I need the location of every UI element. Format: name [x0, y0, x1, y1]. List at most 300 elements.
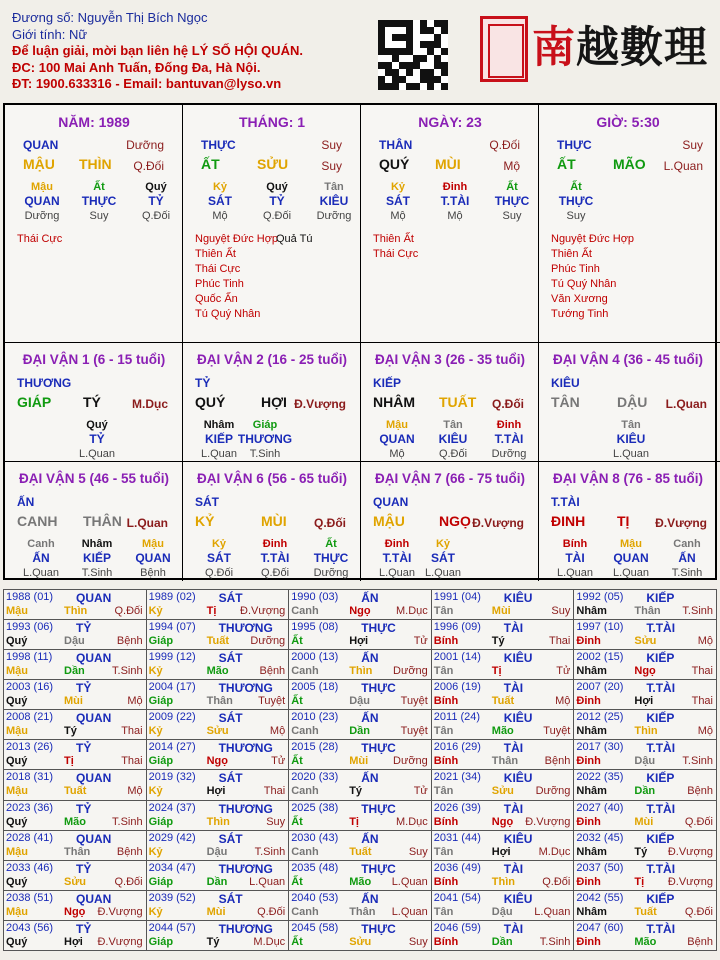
- hidden-stage: T.Sinh: [249, 448, 281, 460]
- earthly-branch: HỢI: [261, 394, 287, 410]
- year-label: 2032 (45): [576, 831, 624, 844]
- year-label: 2030 (43): [291, 831, 339, 844]
- hidden-stem: Đinh: [384, 538, 410, 550]
- year-branch: Thìn: [491, 875, 515, 888]
- year-god: THỰC: [361, 861, 396, 876]
- year-branch: Dậu: [491, 905, 513, 918]
- hidden-stage: L.Quan: [22, 567, 60, 579]
- year-god: T.TÀI: [646, 861, 676, 876]
- year-stage: Mộ: [269, 725, 286, 738]
- decade-stage: Đ.Vượng: [294, 397, 346, 411]
- hidden-stage: L.Quan: [612, 448, 650, 460]
- gender-value: Nữ: [68, 26, 88, 42]
- year-label: 2006 (19): [433, 681, 481, 694]
- year-stem: Canh: [291, 605, 319, 617]
- heavenly-stem: TÂN: [551, 394, 580, 410]
- year-label: 2014 (27): [148, 741, 196, 754]
- year-god: KIÊU: [503, 711, 533, 726]
- decade-title: ĐẠI VẬN 3 (26 - 35 tuổi): [374, 352, 526, 367]
- annual-luck-cell: [146, 680, 289, 710]
- year-god: ẤN: [361, 711, 379, 726]
- brand-logo: [480, 12, 708, 84]
- hidden-stem: Ất: [570, 181, 582, 193]
- earthly-branch: TỊ: [617, 513, 630, 529]
- year-stage: Đ.Vượng: [97, 905, 143, 918]
- annual-luck-cell: [431, 770, 574, 800]
- year-label: 2020 (33): [291, 771, 339, 784]
- year-god: ẤN: [361, 591, 379, 605]
- hidden-stem: Kỷ: [211, 538, 227, 550]
- year-god: T.TÀI: [646, 921, 676, 936]
- annual-luck-cell: [431, 710, 574, 740]
- year-branch: Ngọ: [491, 815, 514, 828]
- earthly-branch: NGỌ: [439, 513, 471, 529]
- year-branch: Thân: [634, 605, 661, 617]
- hidden-stage: Q.Đối: [141, 210, 171, 222]
- hidden-stage: L.Quan: [200, 448, 238, 460]
- year-label: 1990 (03): [291, 591, 339, 603]
- year-stage: Đ.Vượng: [240, 605, 286, 617]
- year-stage: Mộ: [127, 695, 143, 708]
- year-label: 1996 (09): [433, 621, 481, 634]
- year-stage: Thai: [121, 725, 143, 738]
- year-god: KIẾP: [646, 711, 675, 726]
- hidden-god: T.TÀI: [494, 432, 524, 446]
- annual-luck-cell: [4, 830, 147, 860]
- year-branch: Hợi: [206, 785, 226, 798]
- year-stem: Mậu: [6, 845, 28, 858]
- year-god: TÀI: [503, 621, 524, 636]
- decade-title: ĐẠI VẬN 6 (56 - 65 tuổi): [196, 471, 348, 486]
- decade-god: SÁT: [195, 495, 219, 509]
- annual-luck-cell: [431, 890, 574, 920]
- pillar-stage: Dưỡng: [126, 138, 164, 152]
- year-label: 2011 (24): [433, 711, 481, 724]
- annual-luck-cell: [289, 800, 432, 830]
- year-label: 1988 (01): [6, 591, 54, 603]
- annual-luck-cell: [289, 860, 432, 890]
- year-stem: Giáp: [148, 755, 174, 768]
- decade-stage: Đ.Vượng: [655, 516, 707, 530]
- year-label: 2019 (32): [148, 771, 196, 784]
- hidden-god: THƯƠNG: [237, 432, 293, 446]
- year-stem: Canh: [291, 785, 319, 798]
- year-stage: Đ.Vượng: [667, 875, 713, 888]
- heavenly-stem: MẬU: [373, 513, 405, 529]
- hidden-stage: Suy: [89, 210, 109, 222]
- pillar-god: THỰC: [557, 138, 592, 152]
- year-stem: Canh: [291, 905, 319, 918]
- hidden-god: TỶ: [89, 432, 105, 446]
- year-label: 2037 (50): [576, 861, 624, 874]
- address-line: ĐC: 100 Mai Anh Tuấn, Đống Đa, Hà Nội.: [12, 59, 261, 75]
- year-god: T.TÀI: [646, 621, 676, 636]
- year-stage: M.Dục: [396, 815, 428, 828]
- hidden-stage: T.Sinh: [81, 567, 113, 579]
- decade-luck-cell: [183, 343, 361, 462]
- year-stage: Suy: [266, 815, 286, 828]
- year-label: 2038 (51): [6, 891, 54, 904]
- year-stage: T.Sinh: [112, 665, 143, 678]
- hidden-stem: Ất: [325, 538, 337, 550]
- year-branch: Thìn: [634, 725, 658, 738]
- year-label: 2042 (55): [576, 891, 624, 904]
- hidden-stage: Mộ: [212, 210, 228, 222]
- hidden-stem: Quý: [145, 181, 167, 193]
- year-stage: Tuyệt: [258, 695, 286, 708]
- year-god: SÁT: [218, 891, 243, 906]
- hidden-stem: Kỷ: [212, 181, 228, 193]
- decade-god: KIÊU: [551, 376, 580, 390]
- hidden-god: THỰC: [313, 551, 349, 565]
- year-stem: Kỷ: [148, 845, 163, 858]
- year-god: SÁT: [218, 591, 243, 605]
- year-stem: Canh: [291, 725, 319, 738]
- year-stage: Q.Đối: [114, 605, 143, 617]
- year-stem: Nhâm: [576, 845, 607, 858]
- hidden-stage: Dưỡng: [313, 567, 349, 579]
- annual-luck-cell: [574, 710, 717, 740]
- year-stem: Bính: [433, 815, 459, 828]
- decade-luck-cell: [183, 462, 361, 581]
- year-branch: Tý: [206, 935, 220, 948]
- earthly-branch: SỬU: [257, 156, 289, 172]
- year-stage: Mộ: [697, 635, 713, 648]
- year-label: 1998 (11): [6, 651, 53, 664]
- earthly-branch: MÙI: [261, 513, 287, 529]
- annual-luck-cell: [574, 650, 717, 680]
- hidden-stage: Dưỡng: [24, 210, 60, 222]
- decade-stage: Đ.Vượng: [472, 516, 524, 530]
- hidden-god: TỶ: [269, 194, 285, 208]
- decade-stage: L.Quan: [665, 397, 707, 411]
- hidden-stem: Mậu: [142, 538, 164, 550]
- year-branch: Mùi: [491, 605, 511, 617]
- hidden-stage: L.Quan: [556, 567, 594, 579]
- hidden-stem: Bính: [562, 538, 588, 550]
- year-label: 2000 (13): [291, 651, 339, 664]
- year-branch: Dần: [349, 725, 370, 738]
- hidden-stage: Q.Đối: [262, 210, 292, 222]
- year-stem: Tân: [433, 785, 454, 798]
- year-stem: Giáp: [148, 695, 174, 708]
- qr-code-icon[interactable]: [378, 20, 448, 90]
- pillar-god: THỰC: [201, 138, 236, 152]
- year-label: 2003 (16): [6, 681, 54, 694]
- annual-luck-cell: [431, 620, 574, 650]
- year-god: THƯƠNG: [218, 741, 273, 756]
- annual-luck-cell: [146, 650, 289, 680]
- hidden-stem: Kỷ: [435, 538, 451, 550]
- year-branch: Tị: [491, 665, 502, 678]
- special-star: Tướng Tinh: [551, 308, 609, 320]
- earthly-branch: THÌN: [79, 156, 112, 172]
- year-god: T.TÀI: [646, 801, 676, 816]
- hidden-god: QUAN: [613, 551, 649, 565]
- pillar-stage: Suy: [321, 138, 342, 152]
- annual-luck-cell: [574, 890, 717, 920]
- annual-luck-cell: [4, 650, 147, 680]
- year-stage: Mộ: [555, 695, 571, 708]
- annual-luck-cell: [574, 860, 717, 890]
- year-god: T.TÀI: [646, 741, 676, 756]
- year-label: 2047 (60): [576, 921, 624, 934]
- year-branch: Mão: [491, 725, 514, 738]
- year-stage: Suy: [551, 605, 571, 617]
- year-stage: Bệnh: [687, 785, 713, 798]
- year-label: 1991 (04): [433, 591, 481, 603]
- hidden-stem: Giáp: [252, 419, 278, 431]
- hidden-stem: Ất: [506, 181, 518, 193]
- year-god: KIẾP: [646, 651, 675, 666]
- year-stem: Đinh: [576, 875, 601, 888]
- year-god: THỰC: [361, 681, 396, 696]
- year-label: 2035 (48): [291, 861, 339, 874]
- hidden-stage: T.Sinh: [671, 567, 703, 579]
- hidden-stage: Suy: [566, 210, 586, 222]
- year-god: QUAN: [76, 651, 112, 666]
- year-stem: Quý: [6, 875, 28, 888]
- phone-email-line[interactable]: ĐT: 1900.633316 - Email: bantuvan@lyso.vn: [12, 76, 282, 91]
- year-branch: Tuất: [634, 905, 657, 918]
- year-stage: Tuyệt: [400, 695, 428, 708]
- year-stage: Mộ: [697, 725, 713, 738]
- year-stem: Giáp: [148, 935, 174, 948]
- pillar-stem-stage: L.Quan: [663, 159, 703, 173]
- year-label: 2015 (28): [291, 741, 339, 754]
- hidden-god: T.TÀI: [260, 551, 290, 565]
- decade-title: ĐẠI VẬN 5 (46 - 55 tuổi): [18, 471, 170, 486]
- year-branch: Tý: [634, 845, 648, 858]
- year-label: 2013 (26): [6, 741, 54, 754]
- year-stage: Bệnh: [687, 935, 713, 948]
- year-stage: Suy: [408, 845, 428, 858]
- year-stage: Q.Đối: [542, 875, 571, 888]
- pillar-god: THÂN: [379, 138, 413, 152]
- year-label: 2008 (21): [6, 711, 54, 724]
- year-stage: T.Sinh: [682, 605, 713, 617]
- heavenly-stem: NHÂM: [373, 394, 415, 410]
- year-branch: Ngọ: [64, 905, 86, 918]
- year-god: TỶ: [76, 801, 92, 816]
- year-god: THƯƠNG: [218, 921, 273, 936]
- year-branch: Tuất: [491, 695, 515, 708]
- year-god: THƯƠNG: [218, 861, 273, 876]
- year-god: THƯƠNG: [218, 621, 273, 636]
- annual-luck-cell: [289, 740, 432, 770]
- year-stem: Nhâm: [576, 785, 607, 798]
- hidden-god: ẤN: [678, 551, 696, 565]
- year-god: TÀI: [503, 741, 524, 756]
- annual-luck-cell: [289, 770, 432, 800]
- hidden-stage: Mộ: [389, 448, 405, 460]
- annual-luck-cell: [4, 710, 147, 740]
- year-branch: Dần: [634, 785, 656, 798]
- annual-luck-cell: [574, 680, 717, 710]
- year-label: 2007 (20): [576, 681, 624, 694]
- hidden-stage: Q.Đối: [204, 567, 234, 579]
- annual-luck-cell: [4, 800, 147, 830]
- pillar-stage: Suy: [682, 138, 703, 152]
- year-stem: Đinh: [576, 815, 601, 828]
- year-label: 2046 (59): [433, 921, 481, 934]
- year-branch: Dần: [206, 875, 228, 888]
- hidden-god: QUAN: [24, 194, 60, 208]
- year-stem: Quý: [6, 695, 28, 708]
- hidden-stem: Ất: [93, 181, 105, 193]
- decade-god: T.TÀI: [551, 495, 580, 509]
- year-stage: Q.Đối: [257, 905, 286, 918]
- year-branch: Sửu: [491, 785, 514, 798]
- year-branch: Hợi: [64, 935, 83, 948]
- pillar-cell: [361, 105, 539, 343]
- year-branch: Hợi: [491, 845, 511, 858]
- year-stage: M.Dục: [253, 935, 286, 948]
- year-branch: Tị: [64, 755, 74, 768]
- heavenly-stem: QUÝ: [379, 156, 410, 172]
- special-star: Văn Xương: [551, 293, 608, 305]
- year-branch: Thìn: [206, 815, 230, 828]
- hidden-god: THỰC: [81, 194, 117, 208]
- decade-god: ẤN: [17, 495, 35, 509]
- heavenly-stem: KỶ: [195, 513, 215, 529]
- hidden-stage: L.Quan: [78, 448, 116, 460]
- year-stem: Nhâm: [576, 905, 607, 918]
- annual-luck-cell: [289, 620, 432, 650]
- year-branch: Mùi: [206, 905, 226, 918]
- pillar-title: GIỜ: 5:30: [596, 114, 660, 130]
- chart-panel: [3, 103, 717, 580]
- hidden-stem: Nhâm: [81, 538, 113, 550]
- year-branch: Dậu: [64, 635, 85, 648]
- hidden-stage: L.Quan: [424, 567, 462, 579]
- annual-luck-cell: [574, 620, 717, 650]
- annual-luck-cell: [146, 620, 289, 650]
- annual-luck-cell: [431, 860, 574, 890]
- year-god: THỰC: [361, 921, 396, 936]
- year-god: TỶ: [76, 861, 92, 876]
- annual-luck-cell: [431, 800, 574, 830]
- year-stage: T.Sinh: [682, 755, 713, 768]
- special-star: Thái Cực: [17, 233, 63, 245]
- year-branch: Tý: [491, 635, 505, 648]
- year-god: KIẾP: [646, 591, 675, 605]
- year-god: KIÊU: [503, 651, 533, 666]
- year-god: TÀI: [503, 681, 524, 696]
- annual-luck-cell: [289, 650, 432, 680]
- year-branch: Mùi: [64, 695, 83, 708]
- year-god: TÀI: [503, 861, 524, 876]
- year-branch: Mão: [349, 875, 372, 888]
- annual-luck-cell: [574, 800, 717, 830]
- year-god: QUAN: [76, 591, 112, 605]
- hidden-god: KIẾP: [82, 551, 111, 565]
- year-label: 2041 (54): [433, 891, 481, 904]
- heavenly-stem: ĐINH: [551, 513, 586, 529]
- year-stem: Tân: [433, 905, 454, 918]
- year-stem: Ất: [291, 635, 303, 648]
- year-stem: Kỷ: [148, 785, 163, 798]
- year-god: QUAN: [76, 771, 112, 786]
- year-label: 2026 (39): [433, 801, 481, 814]
- annual-luck-cell: [289, 830, 432, 860]
- year-stem: Tân: [433, 665, 454, 678]
- seal-icon: [480, 16, 528, 82]
- year-stage: Tử: [271, 755, 286, 768]
- year-stem: Đinh: [576, 755, 601, 768]
- year-label: 2034 (47): [148, 861, 196, 874]
- heavenly-stem: MẬU: [23, 156, 55, 172]
- hidden-stem: Tân: [443, 419, 463, 431]
- annual-luck-cell: [4, 920, 147, 950]
- hidden-stage: Mộ: [390, 210, 406, 222]
- year-branch: Dần: [64, 665, 85, 678]
- hidden-god: SÁT: [208, 194, 232, 208]
- year-label: 2025 (38): [291, 801, 339, 814]
- decade-title: ĐẠI VẬN 2 (16 - 25 tuổi): [196, 352, 348, 367]
- hidden-god: THỰC: [558, 194, 594, 208]
- hidden-god: QUAN: [135, 551, 171, 565]
- year-stage: Thai: [691, 665, 713, 678]
- year-stage: T.Sinh: [254, 845, 286, 858]
- special-star: Thái Cực: [195, 263, 241, 275]
- year-label: 2039 (52): [148, 891, 196, 904]
- annual-luck-cell: [146, 590, 289, 620]
- contact-line: Để luận giải, mời bạn liên hệ LÝ SỐ HỘI QUÁN.: [12, 43, 303, 58]
- year-god: KIẾP: [646, 831, 675, 846]
- year-label: 1989 (02): [148, 591, 196, 603]
- year-stage: Tử: [413, 635, 428, 648]
- annual-luck-cell: [146, 770, 289, 800]
- year-stage: M.Dục: [396, 605, 428, 617]
- owner-label: Đương số:: [12, 10, 75, 25]
- year-label: 1995 (08): [291, 621, 339, 634]
- year-stage: L.Quan: [391, 875, 428, 888]
- year-god: THƯƠNG: [218, 801, 273, 816]
- annual-luck-cell: [574, 830, 717, 860]
- annual-luck-cell: [431, 920, 574, 950]
- annual-luck-cell: [4, 860, 147, 890]
- year-god: KIÊU: [503, 891, 533, 906]
- pillar-god: QUAN: [23, 138, 59, 152]
- earthly-branch: MÃO: [613, 156, 646, 172]
- header-info: [12, 10, 372, 93]
- year-stem: Nhâm: [576, 665, 607, 678]
- year-stage: Đ.Vượng: [667, 845, 713, 858]
- annual-luck-cell: [289, 710, 432, 740]
- year-stem: Tân: [433, 605, 454, 617]
- year-stem: Nhâm: [576, 605, 607, 617]
- special-star: Nguyệt Đức Hợp: [551, 233, 635, 245]
- hidden-stem: Kỷ: [390, 181, 406, 193]
- decade-luck-cell: [539, 462, 720, 581]
- annual-luck-cell: [289, 590, 432, 620]
- year-stem: Ất: [291, 875, 303, 888]
- year-stem: Mậu: [6, 725, 28, 738]
- annual-luck-cell: [574, 770, 717, 800]
- year-stem: Kỷ: [148, 725, 163, 738]
- annual-luck-cell: [431, 830, 574, 860]
- year-god: TÀI: [503, 801, 524, 816]
- year-god: KIÊU: [503, 831, 533, 846]
- year-stage: Tuyệt: [400, 725, 428, 738]
- year-stage: Thai: [263, 785, 286, 798]
- special-star: Tú Quý Nhân: [551, 278, 617, 290]
- year-stem: Kỷ: [148, 665, 163, 678]
- hidden-stage: Dưỡng: [491, 448, 527, 460]
- earthly-branch: TUẤT: [439, 394, 477, 410]
- year-god: TỶ: [76, 681, 92, 696]
